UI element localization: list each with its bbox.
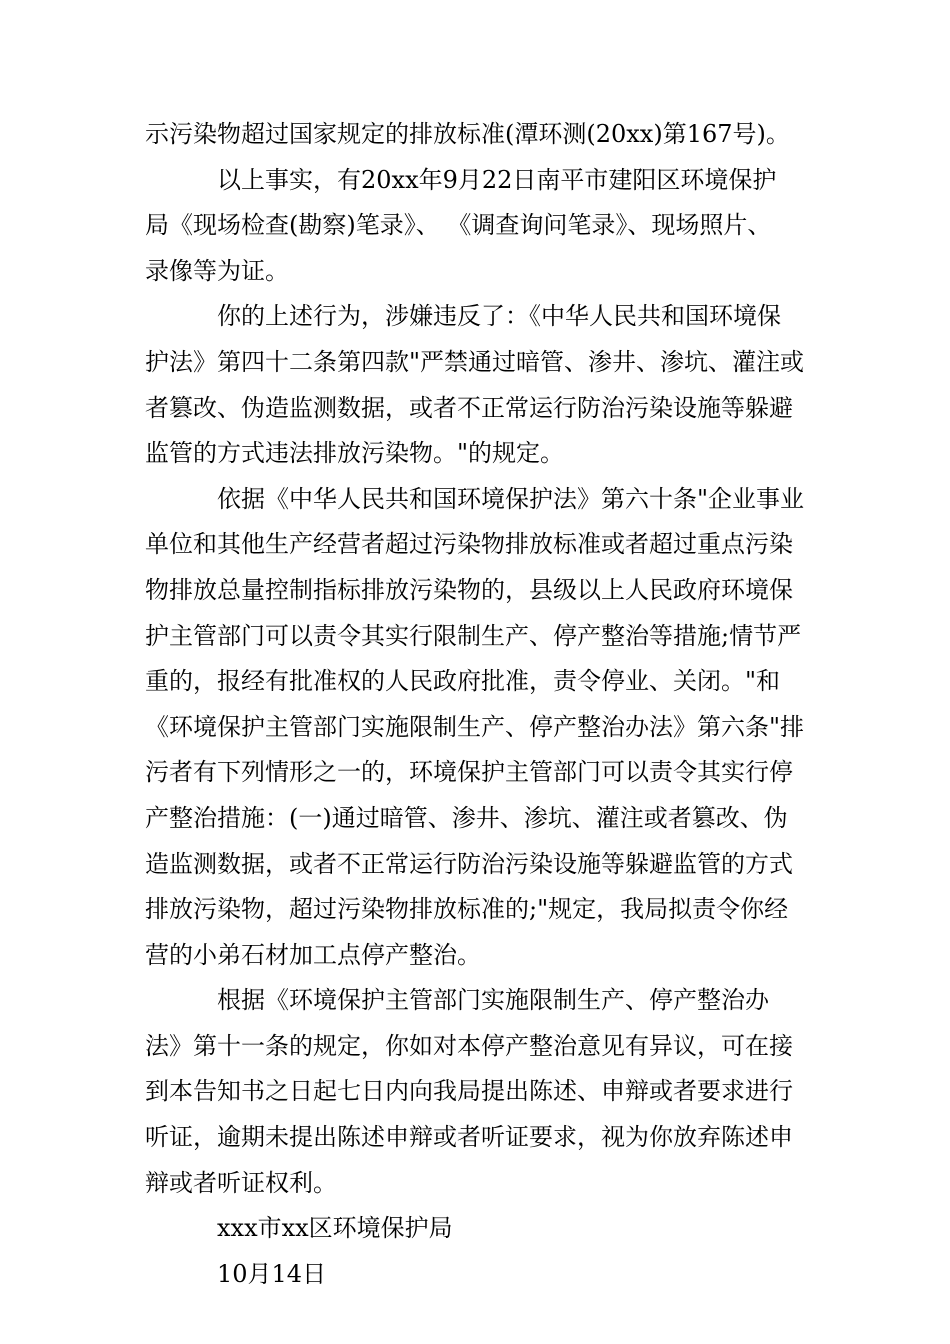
paragraph-start-line: 以上事实，有20xx年9月22日南平市建阳区环境保护 — [217, 165, 777, 194]
text-line: 营的小弟石材加工点停产整治。 — [145, 940, 481, 969]
text-line: 法》第十一条的规定，你如对本停产整治意见有异议，可在接 — [145, 1031, 793, 1060]
text-line: 单位和其他生产经营者超过污染物排放标准或者超过重点污染 — [145, 530, 793, 559]
issuing-authority: xxx市xx区环境保护局 — [217, 1214, 453, 1243]
text-line: 护法》第四十二条第四款"严禁通过暗管、渗井、渗坑、灌注或 — [145, 347, 805, 376]
text-line: 污者有下列情形之一的，环境保护主管部门可以责令其实行停 — [145, 758, 793, 787]
text-line: 重的，报经有批准权的人民政府批准，责令停业、关闭。"和 — [145, 667, 781, 696]
text-line: 辩或者听证权利。 — [145, 1168, 337, 1197]
text-line: 局《现场检查(勘察)笔录》、 《调查询问笔录》、现场照片、 — [145, 211, 772, 240]
text-line: 监管的方式违法排放污染物。"的规定。 — [145, 439, 565, 468]
text-line: 《环境保护主管部门实施限制生产、停产整治办法》第六条"排 — [145, 712, 805, 741]
issue-date: 10月14日 — [217, 1259, 327, 1288]
text-line: 产整治措施：(一)通过暗管、渗井、渗坑、灌注或者篡改、伪 — [145, 803, 788, 832]
text-line: 排放污染物，超过污染物排放标准的;"规定，我局拟责令你经 — [145, 895, 789, 924]
text-line: 示污染物超过国家规定的排放标准(潭环测(20xx)第167号)。 — [145, 120, 790, 148]
text-line: 听证，逾期未提出陈述申辩或者听证要求，视为你放弃陈述申 — [145, 1123, 793, 1152]
paragraph-start-line: 你的上述行为，涉嫌违反了：《中华人民共和国环境保 — [217, 302, 781, 331]
text-line: 到本告知书之日起七日内向我局提出陈述、申辩或者要求进行 — [145, 1077, 793, 1106]
paragraph-start-line: 依据《中华人民共和国环境保护法》第六十条"企业事业 — [217, 484, 805, 513]
text-line: 造监测数据，或者不正常运行防治污染设施等躲避监管的方式 — [145, 849, 793, 878]
document-body — [145, 112, 805, 1297]
text-line: 护主管部门可以责令其实行限制生产、停产整治等措施;情节严 — [145, 621, 802, 650]
text-line: 者篡改、伪造监测数据，或者不正常运行防治污染设施等躲避 — [145, 393, 793, 422]
text-line: 录像等为证。 — [145, 256, 289, 285]
paragraph-start-line: 根据《环境保护主管部门实施限制生产、停产整治办 — [217, 986, 769, 1015]
text-line: 物排放总量控制指标排放污染物的，县级以上人民政府环境保 — [145, 575, 793, 604]
